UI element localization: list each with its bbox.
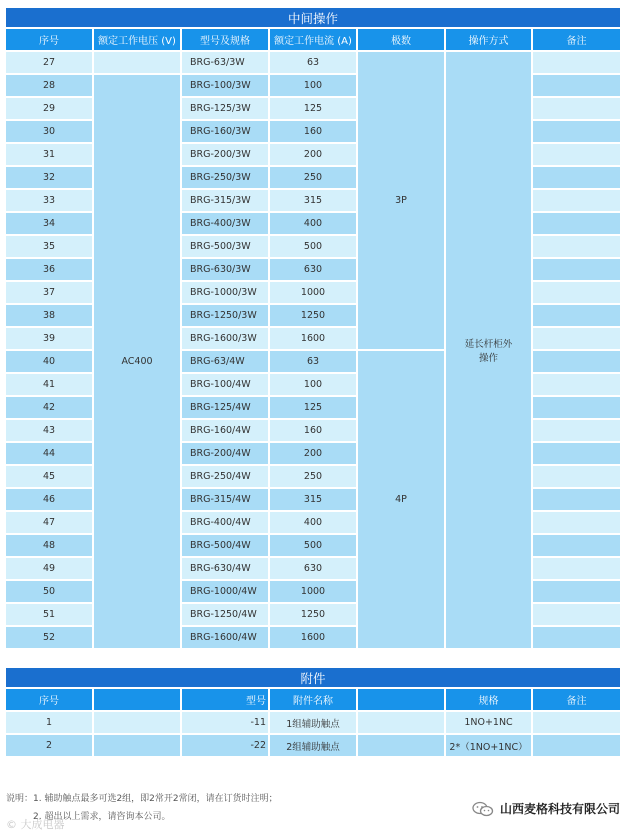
cell-current: 1000 — [270, 581, 358, 604]
cell-model: BRG-630/4W — [182, 558, 270, 581]
cell-model: BRG-250/4W — [182, 466, 270, 489]
cell-no: 45 — [6, 466, 94, 489]
cell-model: BRG-500/3W — [182, 236, 270, 259]
cell-poles-3p: 3P — [358, 52, 446, 351]
wechat-icon — [472, 801, 494, 817]
cell-voltage-blank — [94, 52, 182, 75]
cell-no: 29 — [6, 98, 94, 121]
cell-model: BRG-315/4W — [182, 489, 270, 512]
accessory-table-title: 附件 — [6, 668, 620, 689]
cell-no: 43 — [6, 420, 94, 443]
cell-current: 100 — [270, 75, 358, 98]
cell-remark — [533, 282, 620, 305]
cell-remark — [533, 604, 620, 627]
cell-current: 315 — [270, 489, 358, 512]
cell-current: 63 — [270, 351, 358, 374]
cell-remark — [533, 581, 620, 604]
table-row — [6, 52, 620, 75]
cell-no: 34 — [6, 213, 94, 236]
cell-no: 30 — [6, 121, 94, 144]
cell-model: BRG-100/3W — [182, 75, 270, 98]
table-row — [6, 712, 620, 735]
accessory-table — [6, 668, 620, 758]
cell-model: BRG-400/4W — [182, 512, 270, 535]
cell-poles-4p: 4P — [358, 351, 446, 650]
watermark: © 大成电器 — [6, 818, 65, 831]
cell-model: BRG-400/3W — [182, 213, 270, 236]
cell-model: BRG-160/3W — [182, 121, 270, 144]
acc-header-no: 序号 — [6, 689, 94, 712]
main-table-title: 中间操作 — [6, 8, 620, 29]
acc-cell-model: -11 — [182, 712, 270, 735]
acc-cell-blank — [94, 735, 182, 758]
cell-current: 250 — [270, 167, 358, 190]
cell-current: 500 — [270, 535, 358, 558]
acc-cell-remark — [533, 735, 620, 758]
cell-no: 35 — [6, 236, 94, 259]
cell-current: 250 — [270, 466, 358, 489]
cell-model: BRG-1250/4W — [182, 604, 270, 627]
cell-model: BRG-1000/3W — [182, 282, 270, 305]
cell-remark — [533, 167, 620, 190]
cell-no: 46 — [6, 489, 94, 512]
header-voltage: 额定工作电压 (V) — [94, 29, 182, 52]
cell-model: BRG-630/3W — [182, 259, 270, 282]
cell-no: 31 — [6, 144, 94, 167]
cell-model: BRG-100/4W — [182, 374, 270, 397]
acc-cell-name: 2组辅助触点 — [270, 735, 358, 758]
acc-header-blank-1 — [94, 689, 182, 712]
note-line-1: 说明：1. 辅助触点最多可选2组，即2常开2常闭，请在订货时注明； — [6, 794, 278, 804]
cell-current: 125 — [270, 397, 358, 420]
cell-remark — [533, 190, 620, 213]
acc-cell-no: 2 — [6, 735, 94, 758]
brand — [472, 800, 620, 817]
cell-remark — [533, 305, 620, 328]
cell-no: 32 — [6, 167, 94, 190]
cell-remark — [533, 397, 620, 420]
cell-remark — [533, 75, 620, 98]
cell-model: BRG-63/3W — [182, 52, 270, 75]
cell-remark — [533, 328, 620, 351]
acc-cell-no: 1 — [6, 712, 94, 735]
cell-no: 47 — [6, 512, 94, 535]
cell-model: BRG-125/3W — [182, 98, 270, 121]
cell-remark — [533, 351, 620, 374]
cell-no: 50 — [6, 581, 94, 604]
cell-no: 51 — [6, 604, 94, 627]
cell-voltage: AC400 — [94, 75, 182, 650]
cell-remark — [533, 420, 620, 443]
cell-no: 28 — [6, 75, 94, 98]
acc-header-model: 型号 — [182, 689, 270, 712]
cell-current: 200 — [270, 443, 358, 466]
acc-cell-model: -22 — [182, 735, 270, 758]
acc-cell-name: 1组辅助触点 — [270, 712, 358, 735]
cell-model: BRG-250/3W — [182, 167, 270, 190]
cell-remark — [533, 489, 620, 512]
cell-model: BRG-500/4W — [182, 535, 270, 558]
cell-no: 36 — [6, 259, 94, 282]
header-remark: 备注 — [533, 29, 620, 52]
cell-no: 44 — [6, 443, 94, 466]
cell-no: 38 — [6, 305, 94, 328]
cell-remark — [533, 512, 620, 535]
cell-model: BRG-1600/4W — [182, 627, 270, 650]
cell-model: BRG-315/3W — [182, 190, 270, 213]
cell-remark — [533, 259, 620, 282]
cell-remark — [533, 558, 620, 581]
cell-remark — [533, 144, 620, 167]
acc-cell-blank — [358, 735, 446, 758]
cell-no: 27 — [6, 52, 94, 75]
cell-model: BRG-1250/3W — [182, 305, 270, 328]
cell-remark — [533, 213, 620, 236]
cell-remark — [533, 121, 620, 144]
cell-remark — [533, 236, 620, 259]
cell-no: 40 — [6, 351, 94, 374]
cell-current: 160 — [270, 121, 358, 144]
cell-current: 160 — [270, 420, 358, 443]
cell-remark — [533, 52, 620, 75]
acc-header-remark: 备注 — [533, 689, 620, 712]
cell-current: 1250 — [270, 305, 358, 328]
cell-current: 1600 — [270, 627, 358, 650]
header-model: 型号及规格 — [182, 29, 270, 52]
cell-model: BRG-125/4W — [182, 397, 270, 420]
cell-no: 42 — [6, 397, 94, 420]
acc-header-blank-2 — [358, 689, 446, 712]
cell-model: BRG-200/3W — [182, 144, 270, 167]
cell-current: 1250 — [270, 604, 358, 627]
cell-no: 52 — [6, 627, 94, 650]
cell-current: 125 — [270, 98, 358, 121]
cell-current: 1600 — [270, 328, 358, 351]
acc-cell-remark — [533, 712, 620, 735]
cell-no: 49 — [6, 558, 94, 581]
header-current: 额定工作电流 (A) — [270, 29, 358, 52]
cell-model: BRG-160/4W — [182, 420, 270, 443]
cell-remark — [533, 443, 620, 466]
acc-cell-blank — [94, 712, 182, 735]
cell-no: 37 — [6, 282, 94, 305]
cell-model: BRG-63/4W — [182, 351, 270, 374]
cell-no: 48 — [6, 535, 94, 558]
cell-model: BRG-200/4W — [182, 443, 270, 466]
cell-current: 400 — [270, 213, 358, 236]
cell-no: 41 — [6, 374, 94, 397]
acc-header-name: 附件名称 — [270, 689, 358, 712]
cell-model: BRG-1000/4W — [182, 581, 270, 604]
acc-cell-spec: 2*（1NO+1NC） — [446, 735, 533, 758]
acc-cell-spec: 1NO+1NC — [446, 712, 533, 735]
cell-current: 500 — [270, 236, 358, 259]
cell-current: 63 — [270, 52, 358, 75]
cell-remark — [533, 374, 620, 397]
cell-current: 200 — [270, 144, 358, 167]
table-row — [6, 735, 620, 758]
cell-current: 100 — [270, 374, 358, 397]
cell-model: BRG-1600/3W — [182, 328, 270, 351]
cell-remark — [533, 466, 620, 489]
cell-current: 315 — [270, 190, 358, 213]
cell-remark — [533, 627, 620, 650]
acc-cell-blank — [358, 712, 446, 735]
cell-remark — [533, 535, 620, 558]
note-line-2: 2. 超出以上需求，请咨询本公司。 — [33, 812, 171, 822]
cell-no: 33 — [6, 190, 94, 213]
cell-current: 1000 — [270, 282, 358, 305]
header-no: 序号 — [6, 29, 94, 52]
cell-no: 39 — [6, 328, 94, 351]
brand-name: 山西麦格科技有限公司 — [499, 802, 620, 816]
main-table — [6, 8, 620, 650]
cell-current: 630 — [270, 558, 358, 581]
cell-operation: 延长杆柜外 操作 — [446, 52, 533, 650]
header-operation: 操作方式 — [446, 29, 533, 52]
cell-remark — [533, 98, 620, 121]
header-poles: 极数 — [358, 29, 446, 52]
cell-current: 630 — [270, 259, 358, 282]
acc-header-spec: 规格 — [446, 689, 533, 712]
cell-current: 400 — [270, 512, 358, 535]
